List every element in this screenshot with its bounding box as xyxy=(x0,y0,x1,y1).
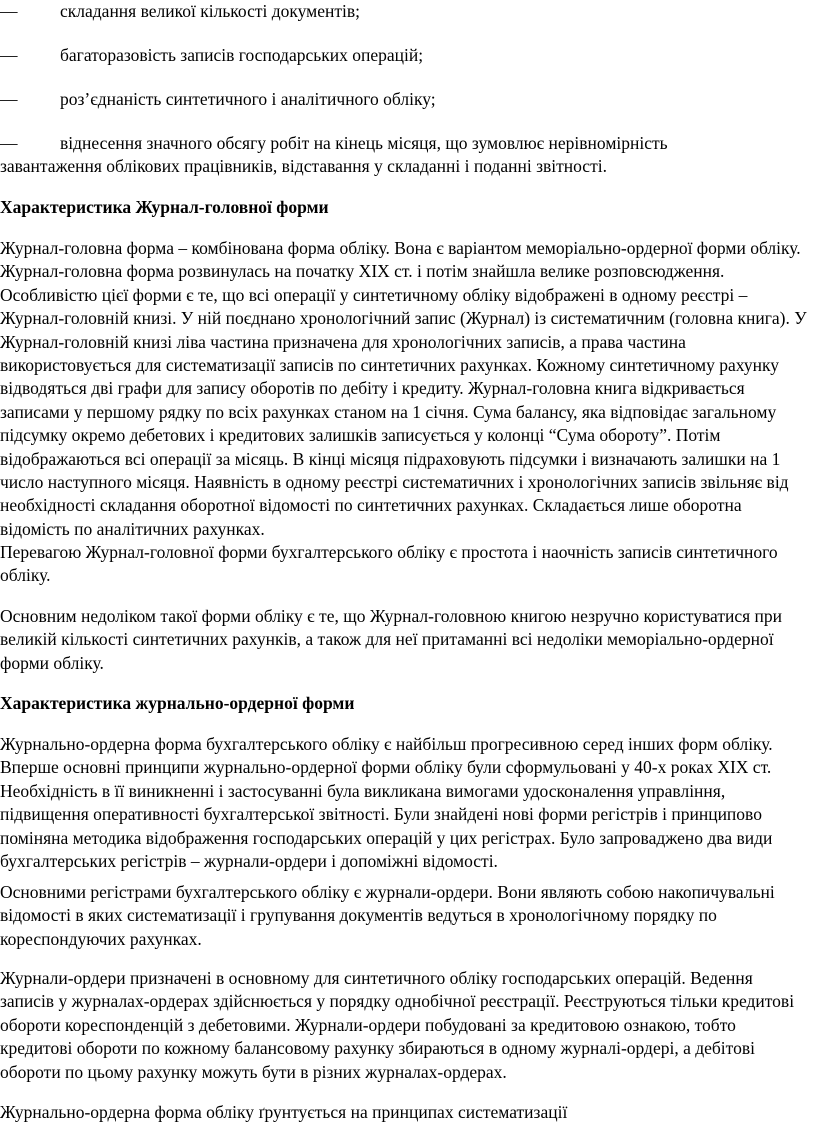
paragraph: Основними регістрами бухгалтерського обліку є журнали-ордери. Вони являють собою накопичувальні відомості в яких систематизації і групування документів ведуться в хронологічному порядку по кореспондуючих рахунках. xyxy=(0,882,775,949)
section-heading: Характеристика журнально-ордерної форми xyxy=(0,693,355,713)
paragraph: Журнал-головна форма – комбінована форма обліку. Вона є варіантом меморіально-ордерної форми обліку. Журнал-головна форма розвинулась на початку XIX ст. і потім знайшла велике розповсюдження. Особливістю цієї форми є те, що всі операції у синтетичному обліку відображені в одному реєстрі – Журнал-головній книзі. У ній поєднано хронологічний запис (Журнал) із систематичним (головна книга). У Журнал-головній книзі ліва частина призначена для хронологічних записів, а права частина використовується для систематизації записів по синтетичних рахунках. Кожному синтетичному рахунку відводяться дві графи для запису оборотів по дебіту і кредиту. Журнал-головна книга відкривається записами у першому рядку по всіх рахунках станом на 1 січня. Сума балансу, яка відповідає загальному підсумку окремо дебетових і кредитових залишків записується у колонці “Сума обороту”. Потім відображаються всі операції за місяць. В кінці місяця підраховують підсумки і визначають залишки на 1 число наступного місяця. Наявність в одному реєстрі систематичних і хронологічних записів звільняє від необхідності складання оборотної відомості по синтетичних рахунках. Складається лише оборотна відомість по аналітичних рахунках. xyxy=(0,238,807,539)
bullet-item xyxy=(0,132,810,179)
bullet-continuation: завантаження облікових працівників, відставання у складанні і поданні звітності. xyxy=(0,156,607,177)
paragraph: Журнально-ордерна форма бухгалтерського обліку є найбільш прогресивною серед інших форм обліку. Вперше основні принципи журнально-ордерної форми обліку були сформульовані у 40-х роках XIX ст. Необхідність в її виникненні і застосуванні була викликана вимогами удосконалення управління, підвищення оперативності бухгалтерської звітності. Були знайдені нові форми регістрів і принципово поміняна методика відображення господарських операцій у цих регістрах. Було запроваджено два види бухгалтерських регістрів – журнали-ордери і допоміжні відомості. xyxy=(0,734,773,872)
paragraph: Основним недоліком такої форми обліку є те, що Журнал-головною книгою незручно користуватися при великій кількості синтетичних рахунків, а також для неї притаманні всі недоліки меморіально-ордерної форми обліку. xyxy=(0,606,783,673)
bullet-item xyxy=(0,44,810,67)
bullet-dash: — xyxy=(0,89,18,109)
paragraph: Перевагою Журнал-головної форми бухгалтерського обліку є простота і наочність записів синтетичного обліку. xyxy=(0,542,778,586)
paragraph: Журнально-ордерна форма обліку ґрунтується на принципах систематизації xyxy=(0,1102,568,1122)
bullet-text: багаторазовість записів господарських операцій; xyxy=(60,45,424,65)
section-heading: Характеристика Журнал-головної форми xyxy=(0,197,329,217)
bullet-dash: — xyxy=(0,1,18,21)
bullet-item xyxy=(0,0,810,23)
bullet-item xyxy=(0,88,810,111)
bullet-text: роз’єднаність синтетичного і аналітичного обліку; xyxy=(60,89,436,109)
paragraph: Журнали-ордери призначені в основному для синтетичного обліку господарських операцій. Ведення записів у журналах-ордерах здійснюється у порядку однобічної реєстрації. Реєструються тільки кредитові обороти кореспонденцій з дебетовими. Журнали-ордери побудовані за кредитовою ознакою, тобто кредитові обороти по кожному балансовому рахунку збираються в одному журналі-ордері, а дебітові обороти по цьому рахунку можуть бути в різних журналах-ордерах. xyxy=(0,968,795,1082)
bullet-text: складання великої кількості документів; xyxy=(60,1,361,21)
bullet-dash: — xyxy=(0,45,18,65)
bullet-dash: — xyxy=(0,133,18,153)
bullet-text: віднесення значного обсягу робіт на кінець місяця, що зумовлює нерівномірність xyxy=(60,133,668,153)
